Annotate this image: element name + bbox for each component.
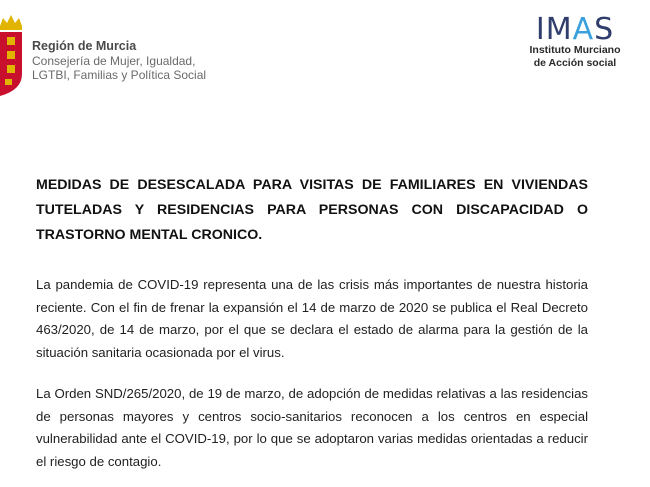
imas-wordmark	[520, 12, 630, 47]
region-murcia-text	[32, 39, 206, 83]
region-murcia-logo	[0, 12, 206, 96]
imas-name-line-1: Instituto Murciano	[529, 44, 621, 56]
document-body	[36, 173, 588, 473]
imas-name-line-2: de Acción social	[533, 57, 617, 69]
imas-mark-prefix: IM	[535, 12, 573, 47]
paragraph-2: La Orden SND/265/2020, de 19 de marzo, de adopción de medidas relativas a las residencias de personas mayores y centros socio-sanitarios reconocen a los centros en especial vulnerabilidad ante el COVID-19, por lo que se adoptaron varias medidas orientadas a reducir el riesgo de contagio.	[36, 386, 588, 469]
imas-logo	[520, 12, 630, 70]
org-department-line-2: LGTBI, Familias y Política Social	[32, 68, 207, 82]
paragraph-1: La pandemia de COVID-19 representa una de las crisis más importantes de nuestra historia reciente. Con el fin de frenar la expansión el 14 de marzo de 2020 se publica el Real Decreto 463/2020, de 14 de marzo, por el que se declara el estado de alarma para la gestión de la situación sanitaria ocasionada por el virus.	[36, 277, 588, 360]
imas-mark-accent: A	[572, 12, 595, 47]
region-murcia-crest-icon	[0, 12, 24, 96]
org-name: Región de Murcia	[32, 39, 137, 53]
imas-mark-suffix: S	[594, 12, 615, 47]
document-title: MEDIDAS DE DESESCALADA PARA VISITAS DE FAMILIARES EN VIVIENDAS TUTELADAS Y RESIDENCIAS PARA PERSONAS CON DISCAPACIDAD O TRASTORNO MENTAL CRONICO.	[36, 177, 588, 243]
org-department-line-1: Consejería de Mujer, Igualdad,	[32, 53, 196, 68]
